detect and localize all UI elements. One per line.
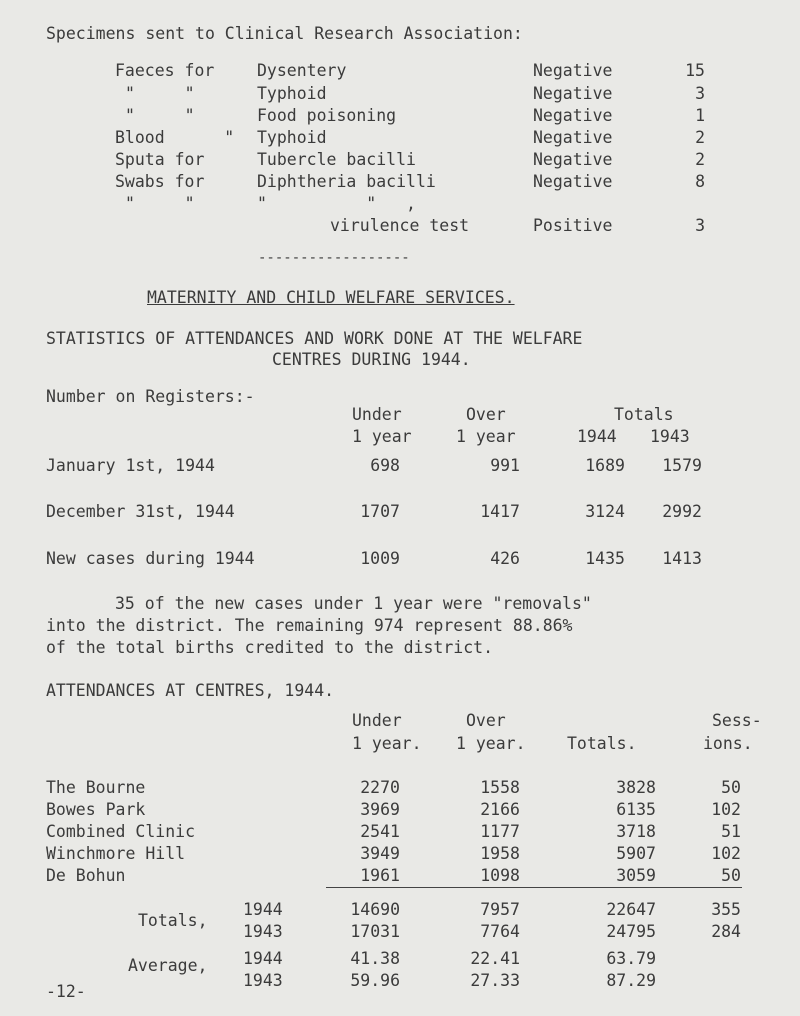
centre-row-3-under: 2541: [360, 822, 400, 841]
specimen-row-2-result: Negative: [533, 84, 613, 103]
registers-row-1-label: January 1st, 1944: [46, 456, 215, 475]
totals-1943-totals: 24795: [606, 922, 656, 941]
centre-row-5-under: 1961: [360, 866, 400, 885]
specimen-row-5-result: Negative: [533, 150, 613, 169]
totals-1943-sessions: 284: [711, 922, 741, 941]
registers-col-totals: Totals: [614, 405, 674, 424]
specimen-row-5-type: Sputa for: [115, 150, 205, 169]
totals-1944-over: 7957: [480, 900, 520, 919]
centre-row-5-over: 1098: [480, 866, 520, 885]
registers-col-1943: 1943: [650, 427, 690, 446]
average-1944-over: 22.41: [470, 949, 520, 968]
specimen-row-6-test: Diphtheria bacilli: [257, 172, 436, 191]
paragraph-line-1: 35 of the new cases under 1 year were "removals": [115, 594, 592, 613]
average-1944-year: 1944: [243, 949, 283, 968]
specimen-row-2-type: " ": [125, 84, 195, 103]
specimen-row-8-count: 3: [695, 216, 705, 235]
average-1943-under: 59.96: [350, 971, 400, 990]
totals-1944-totals: 22647: [606, 900, 656, 919]
specimen-row-1-result: Negative: [533, 61, 613, 80]
specimen-row-6-result: Negative: [533, 172, 613, 191]
average-1943-over: 27.33: [470, 971, 520, 990]
specimen-row-3-type: " ": [125, 106, 195, 125]
totals-1943-under: 17031: [350, 922, 400, 941]
specimens-heading: Specimens sent to Clinical Research Association:: [46, 24, 523, 43]
average-1944-under: 41.38: [350, 949, 400, 968]
registers-row-3-1944: 1435: [585, 549, 625, 568]
specimen-row-1-test: Dysentery: [257, 61, 347, 80]
centre-row-4-sessions: 102: [711, 844, 741, 863]
statistics-heading-line-2: CENTRES DURING 1944.: [272, 350, 471, 369]
attendances-col-sessions-1: Sess-: [712, 711, 762, 730]
totals-1944-year: 1944: [243, 900, 283, 919]
centre-row-3-totals: 3718: [616, 822, 656, 841]
centre-row-4-over: 1958: [480, 844, 520, 863]
specimen-row-4-count: 2: [695, 128, 705, 147]
totals-1943-over: 7764: [480, 922, 520, 941]
specimen-row-6-type: Swabs for: [115, 172, 205, 191]
registers-row-1-under: 698: [370, 456, 400, 475]
registers-row-2-label: December 31st, 1944: [46, 502, 235, 521]
centre-row-4-under: 3949: [360, 844, 400, 863]
registers-row-1-1943: 1579: [662, 456, 702, 475]
registers-row-1-1944: 1689: [585, 456, 625, 475]
registers-col-over-2: 1 year: [456, 427, 516, 446]
specimen-row-5-test: Tubercle bacilli: [257, 150, 416, 169]
registers-row-2-1943: 2992: [662, 502, 702, 521]
average-label: Average,: [128, 956, 208, 975]
registers-row-3-label: New cases during 1944: [46, 549, 255, 568]
specimen-row-1-type: Faeces for: [115, 61, 215, 80]
maternity-title: MATERNITY AND CHILD WELFARE SERVICES.: [147, 288, 515, 307]
attendances-heading: ATTENDANCES AT CENTRES, 1944.: [46, 681, 335, 700]
registers-col-over-1: Over: [466, 405, 506, 424]
attendances-col-under-1: Under: [352, 711, 402, 730]
paragraph-line-2: into the district. The remaining 974 represent 88.86%: [46, 616, 573, 635]
average-1944-totals: 63.79: [606, 949, 656, 968]
centre-row-2-totals: 6135: [616, 800, 656, 819]
paragraph-line-3: of the total births credited to the district.: [46, 638, 494, 657]
centre-row-1-totals: 3828: [616, 778, 656, 797]
specimen-row-4-result: Negative: [533, 128, 613, 147]
section-separator: ------------------: [258, 250, 410, 266]
specimen-row-8-result: Positive: [533, 216, 613, 235]
totals-label: Totals,: [138, 911, 208, 930]
page-number: -12-: [46, 982, 86, 1001]
centre-row-1-over: 1558: [480, 778, 520, 797]
centre-row-3-label: Combined Clinic: [46, 822, 196, 841]
average-1943-year: 1943: [243, 971, 283, 990]
attendances-col-over-1: Over: [466, 711, 506, 730]
specimen-row-3-count: 1: [695, 106, 705, 125]
attendances-col-sessions-2: ions.: [703, 734, 753, 753]
centre-row-1-under: 2270: [360, 778, 400, 797]
specimen-row-6-count: 8: [695, 172, 705, 191]
totals-1943-year: 1943: [243, 922, 283, 941]
centre-row-5-label: De Bohun: [46, 866, 126, 885]
centre-row-2-sessions: 102: [711, 800, 741, 819]
specimen-row-4-test: Typhoid: [257, 128, 327, 147]
specimen-row-8-test: virulence test: [330, 216, 470, 235]
centre-row-1-sessions: 50: [721, 778, 741, 797]
centre-row-1-label: The Bourne: [46, 778, 146, 797]
specimen-row-7-test: " " ,: [257, 194, 416, 213]
specimen-row-2-test: Typhoid: [257, 84, 327, 103]
average-1943-totals: 87.29: [606, 971, 656, 990]
centre-row-3-over: 1177: [480, 822, 520, 841]
centre-row-5-sessions: 50: [721, 866, 741, 885]
attendances-col-totals: Totals.: [567, 734, 637, 753]
registers-row-2-over: 1417: [480, 502, 520, 521]
registers-row-3-under: 1009: [360, 549, 400, 568]
registers-row-3-1943: 1413: [662, 549, 702, 568]
centre-row-4-label: Winchmore Hill: [46, 844, 186, 863]
specimen-row-7-type: " ": [125, 194, 195, 213]
registers-row-2-under: 1707: [360, 502, 400, 521]
centre-row-2-label: Bowes Park: [46, 800, 146, 819]
specimen-row-5-count: 2: [695, 150, 705, 169]
centre-row-2-over: 2166: [480, 800, 520, 819]
centre-row-3-sessions: 51: [721, 822, 741, 841]
totals-1944-sessions: 355: [711, 900, 741, 919]
specimen-row-4-type: Blood ": [115, 128, 235, 147]
registers-col-1944: 1944: [577, 427, 617, 446]
totals-rule: [326, 887, 742, 888]
registers-heading: Number on Registers:-: [46, 387, 255, 406]
attendances-col-over-2: 1 year.: [456, 734, 526, 753]
specimen-row-3-result: Negative: [533, 106, 613, 125]
statistics-heading-line-1: STATISTICS OF ATTENDANCES AND WORK DONE AT THE WELFARE: [46, 329, 583, 348]
registers-row-2-1944: 3124: [585, 502, 625, 521]
registers-col-under-1: Under: [352, 405, 402, 424]
registers-row-1-over: 991: [490, 456, 520, 475]
specimen-row-3-test: Food poisoning: [257, 106, 397, 125]
specimen-row-1-count: 15: [685, 61, 705, 80]
centre-row-2-under: 3969: [360, 800, 400, 819]
centre-row-4-totals: 5907: [616, 844, 656, 863]
attendances-col-under-2: 1 year.: [352, 734, 422, 753]
specimen-row-2-count: 3: [695, 84, 705, 103]
registers-col-under-2: 1 year: [352, 427, 412, 446]
registers-row-3-over: 426: [490, 549, 520, 568]
totals-1944-under: 14690: [350, 900, 400, 919]
centre-row-5-totals: 3059: [616, 866, 656, 885]
